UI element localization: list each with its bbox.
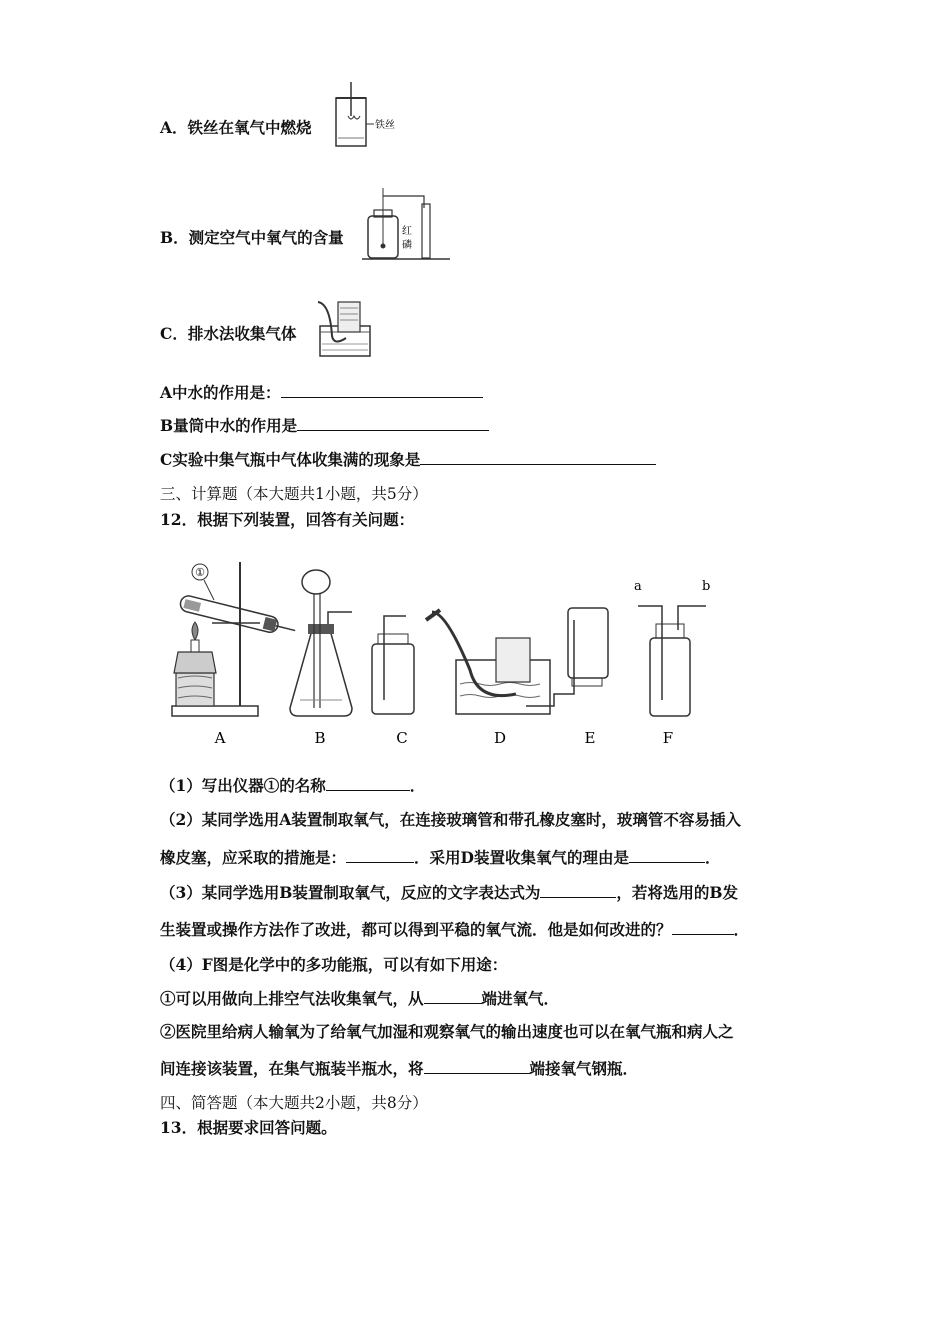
collection-bottle: [338, 302, 360, 332]
port-b-label: b: [702, 579, 711, 594]
short-tube-port-b: [678, 606, 706, 630]
answer-blank[interactable]: [672, 920, 734, 935]
red-text: 红: [402, 226, 412, 237]
collection-jar: [496, 638, 530, 682]
apparatus-label: B: [314, 729, 326, 747]
apparatus-b: [290, 570, 352, 716]
apparatus-c: [372, 616, 414, 714]
q12-part2-line1: （2）某同学选用A装置制取氧气，在连接玻璃管和带孔橡皮塞时，玻璃管不容易插入: [160, 810, 741, 829]
apparatus-label: D: [493, 729, 507, 747]
phosphorus-text: 磷: [402, 240, 412, 251]
measuring-cylinder: [422, 204, 430, 258]
q11-b: B量筒中水的作用是: [160, 414, 489, 436]
wooden-block: [176, 673, 214, 706]
section4-heading: 四、简答题（本大题共2小题，共8分）: [160, 1094, 428, 1112]
apparatus-label: F: [662, 729, 674, 747]
multifunction-bottle: [650, 638, 690, 716]
item-a-label: A．铁丝在氧气中燃烧: [160, 118, 312, 137]
conical-flask: [290, 630, 352, 716]
answer-blank[interactable]: [424, 989, 482, 1004]
q12-part4-item2-line2: 间连接该装置，在集气瓶装半瓶水，将 端接氧气钢瓶．: [160, 1059, 639, 1078]
apparatus-label: E: [584, 729, 596, 747]
circled-one-label: ①: [195, 566, 205, 579]
q11-c: C实验中集气瓶中气体收集满的现象是: [160, 448, 656, 470]
answer-blank[interactable]: [326, 776, 410, 791]
apparatus-a: [172, 562, 297, 716]
item-b-label: B．测定空气中氧气的含量: [160, 228, 344, 247]
q12-part4-item1: ①可以用做向上排空气法收集氧气，从 端进氧气．: [160, 989, 560, 1008]
gas-bottle-c: [372, 644, 414, 714]
iron-wire-burning-figure: [328, 80, 403, 150]
q12-part3-line1: （3）某同学选用B装置制取氧气，反应的文字表达式为 ，若将选用的B发: [160, 883, 738, 902]
apparatus-label: A: [214, 729, 226, 747]
apparatus-f: [634, 579, 710, 716]
q12-part4-line1: （4）F图是化学中的多功能瓶，可以有如下用途：: [160, 955, 508, 974]
answer-blank[interactable]: [297, 416, 489, 431]
funnel: [302, 570, 330, 594]
item-c-label: C．排水法收集气体: [160, 324, 297, 343]
apparatus-figure: [160, 560, 730, 755]
answer-blank[interactable]: [346, 848, 414, 863]
port-a-label: a: [634, 579, 642, 594]
apparatus-e: [526, 608, 608, 706]
section3-heading: 三、计算题（本大题共1小题，共5分）: [160, 485, 428, 503]
iron-wire-text: 铁丝: [375, 120, 395, 131]
q11-a: A中水的作用是：: [160, 381, 483, 403]
answer-blank[interactable]: [420, 450, 656, 465]
q12-title: 12．根据下列装置，回答有关问题：: [160, 510, 415, 529]
answer-blank[interactable]: [281, 383, 483, 398]
q12-part4-item2-line1: ②医院里给病人输氧为了给氧气加湿和观察氧气的输出速度也可以在氧气瓶和病人之: [160, 1022, 734, 1041]
q12-part3-line2: 生装置或操作方法作了改进，都可以得到平稳的氧气流．他是如何改进的？ ．: [160, 920, 750, 939]
apparatus-label: C: [396, 729, 408, 747]
answer-blank[interactable]: [540, 883, 616, 898]
alcohol-lamp: [174, 652, 216, 673]
q13-title: 13．根据要求回答问题。: [160, 1118, 337, 1137]
q12-part1: （1）写出仪器①的名称 ．: [160, 776, 426, 795]
oxygen-content-figure: [362, 182, 452, 262]
water-displacement-figure: [316, 296, 376, 360]
apparatus-d: [426, 610, 550, 714]
q12-part2-line2: 橡皮塞，应采取的措施是： ．采用D装置收集氧气的理由是 ．: [160, 848, 721, 867]
answer-blank[interactable]: [424, 1059, 530, 1074]
answer-blank[interactable]: [629, 848, 705, 863]
